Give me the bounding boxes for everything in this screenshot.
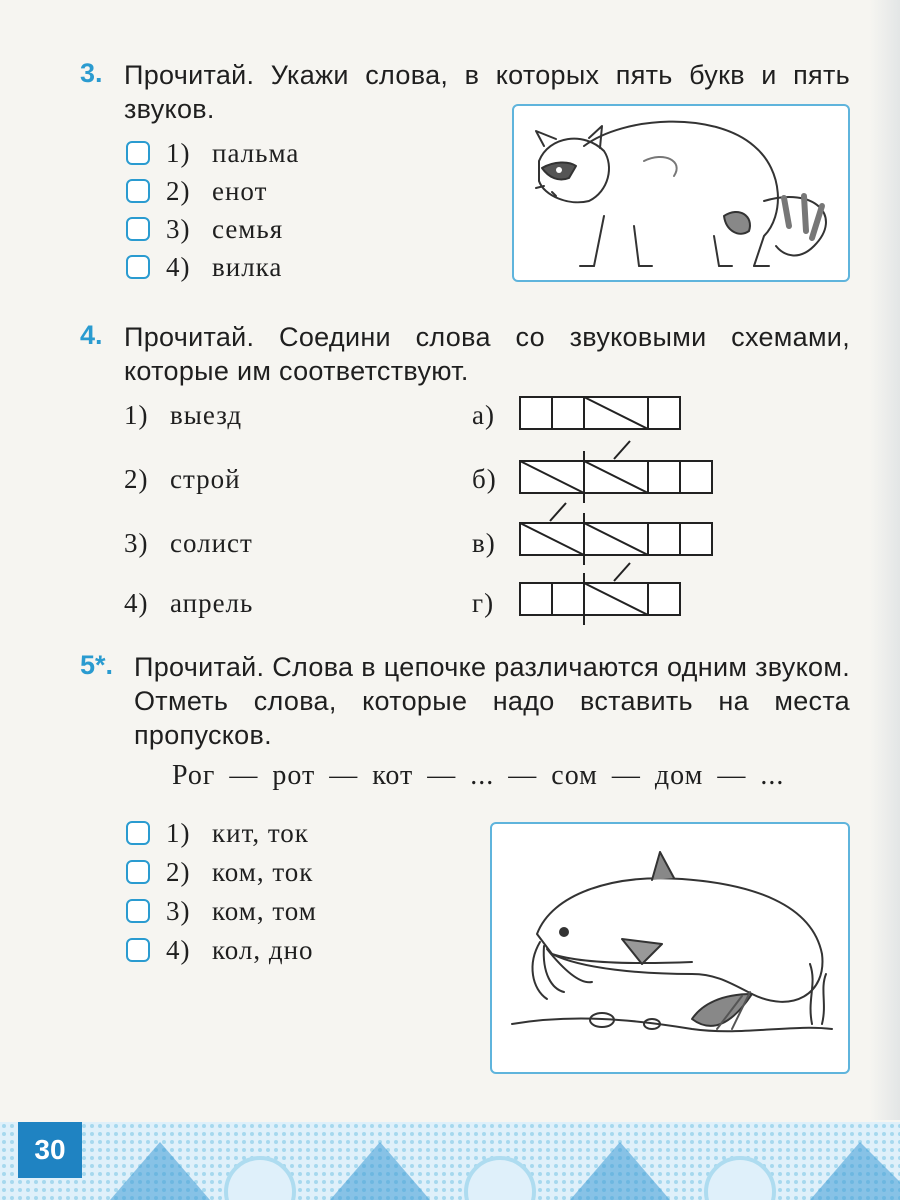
task-3-number: 3. <box>80 58 103 88</box>
option-text: пальма <box>212 137 300 168</box>
checkbox[interactable] <box>126 141 150 165</box>
task-5-instruction: Прочитай. Слова в цепочке различаются одним звуком. Отметь слова, которые надо вставить на места пропусков. <box>134 652 850 750</box>
raccoon-icon <box>514 106 848 280</box>
checkbox[interactable] <box>126 938 150 962</box>
checkbox[interactable] <box>126 217 150 241</box>
task-5 <box>80 650 850 752</box>
word-text: строй <box>170 464 241 494</box>
task-4-word-1 <box>124 400 242 431</box>
option-text: семья <box>212 213 284 244</box>
task-4-number: 4. <box>80 320 103 350</box>
task-5-option-2[interactable] <box>126 855 313 889</box>
option-number: 4) <box>166 934 191 965</box>
task-5-option-1[interactable] <box>126 816 309 850</box>
option-number: 3) <box>166 895 191 926</box>
sound-schemes[interactable] <box>510 385 730 625</box>
sound-scheme-g[interactable] <box>520 563 680 625</box>
catfish-picture <box>490 822 850 1074</box>
page-footer-band <box>0 1122 900 1200</box>
option-number: 1) <box>166 137 191 168</box>
page-number: 30 <box>18 1122 82 1178</box>
task-5-option-4[interactable] <box>126 933 314 967</box>
word-number: 4) <box>124 588 149 618</box>
task-4-word-4 <box>124 588 253 619</box>
task-5-number: 5*. <box>80 650 114 680</box>
word-number: 2) <box>124 464 149 494</box>
decorative-pattern <box>0 1122 900 1200</box>
task-3-option-2[interactable] <box>126 174 267 208</box>
option-number: 1) <box>166 817 191 848</box>
sound-scheme-v[interactable] <box>520 503 712 565</box>
checkbox[interactable] <box>126 255 150 279</box>
option-text: енот <box>212 175 268 206</box>
scheme-label-a: а) <box>472 400 495 430</box>
task-3-option-4[interactable] <box>126 250 282 284</box>
word-number: 3) <box>124 528 149 558</box>
option-text: ком, ток <box>212 856 314 887</box>
page-edge-shadow <box>870 0 900 1120</box>
checkbox[interactable] <box>126 821 150 845</box>
word-text: солист <box>170 528 253 558</box>
task-5-option-3[interactable] <box>126 894 317 928</box>
option-text: кол, дно <box>212 934 314 965</box>
scheme-label-b: б) <box>472 464 497 494</box>
task-3-instruction: Прочитай. Укажи слова, в которых пять букв и пять звуков. <box>124 60 850 124</box>
task-4-word-2 <box>124 464 241 495</box>
checkbox[interactable] <box>126 179 150 203</box>
word-number: 1) <box>124 400 149 430</box>
catfish-icon <box>492 824 848 1072</box>
checkbox[interactable] <box>126 860 150 884</box>
sound-scheme-a[interactable] <box>520 397 680 429</box>
option-text: кит, ток <box>212 817 309 848</box>
word-chain: Рог — рот — кот — ... — сом — дом — ... <box>172 760 785 791</box>
task-4-instruction: Прочитай. Соедини слова со звуковыми схемами, которые им соответствуют. <box>124 322 850 386</box>
option-text: ком, том <box>212 895 317 926</box>
option-number: 2) <box>166 856 191 887</box>
raccoon-picture <box>512 104 850 282</box>
checkbox[interactable] <box>126 899 150 923</box>
word-text: выезд <box>170 400 243 430</box>
option-number: 2) <box>166 175 191 206</box>
task-4-word-3 <box>124 528 253 559</box>
option-number: 4) <box>166 251 191 282</box>
task-4 <box>80 320 850 388</box>
task-3-option-3[interactable] <box>126 212 283 246</box>
scheme-label-g: г) <box>472 588 495 618</box>
option-number: 3) <box>166 213 191 244</box>
sound-scheme-b[interactable] <box>520 441 712 503</box>
word-text: апрель <box>170 588 254 618</box>
scheme-label-v: в) <box>472 528 496 558</box>
option-text: вилка <box>212 251 283 282</box>
task-3-option-1[interactable] <box>126 136 299 170</box>
